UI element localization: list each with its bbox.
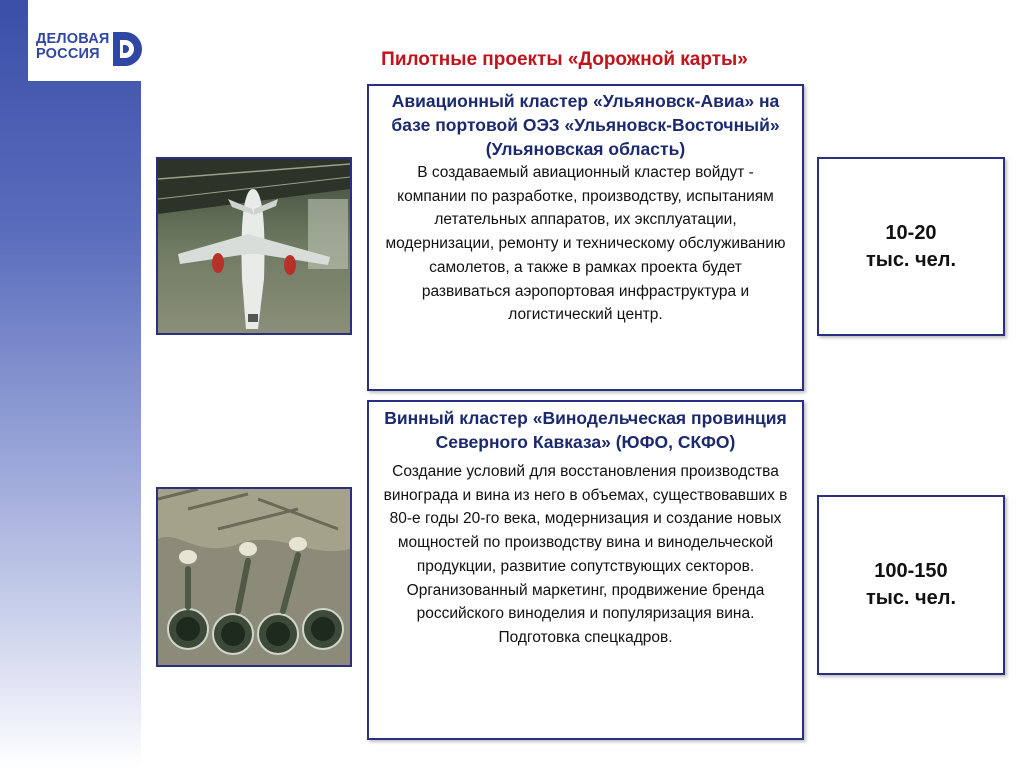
stat-value: 100-150 [874, 560, 948, 582]
project-description: В создаваемый авиационный кластер войдут - компании по разработке, производству, испытаниям летательных аппаратов, их эксплуатации, модернизации, ремонту и техническому обслуживанию самолетов, а также в рамках проекта будет развиваться аэропортовая инфраструктура и логистический центр. [385, 164, 786, 324]
stat-unit: тыс. чел. [865, 587, 957, 609]
logo-line-1: ДЕЛОВАЯ [36, 31, 110, 47]
stat-box-wine [817, 495, 1005, 675]
wine-bottles-photo [156, 487, 352, 667]
project-card-aviation [367, 84, 804, 391]
project-card-wine [367, 400, 804, 740]
project-heading: Авиационный кластер «Ульяновск-Авиа» на базе портовой ОЭЗ «Ульяновск-Восточный» (Ульяновская область) [391, 91, 780, 159]
airplane-image [158, 159, 350, 333]
logo-line-2: РОССИЯ [36, 46, 100, 62]
project-heading: Винный кластер «Винодельческая провинция Северного Кавказа» (ЮФО, СКФО) [384, 408, 787, 452]
wine-bottles-image [158, 489, 350, 665]
airplane-hangar-photo [156, 157, 352, 335]
page-title: Пилотные проекты «Дорожной карты» [381, 49, 748, 70]
stat-unit: тыс. чел. [865, 248, 957, 271]
project-description: Создание условий для восстановления производства винограда и вина из него в объемах, существовавших в 80-е годы 20-го века, модернизация и создание новых мощностей по производству вина и винодельческой продукции, развитие сопутствующих секторов. Организованный маркетинг, продвижение бренда российского виноделия и популяризация вина. Подготовка спецкадров. [383, 463, 788, 646]
left-sidebar-band [0, 0, 141, 768]
stat-box-aviation [817, 157, 1005, 336]
stat-value: 10-20 [885, 221, 937, 244]
